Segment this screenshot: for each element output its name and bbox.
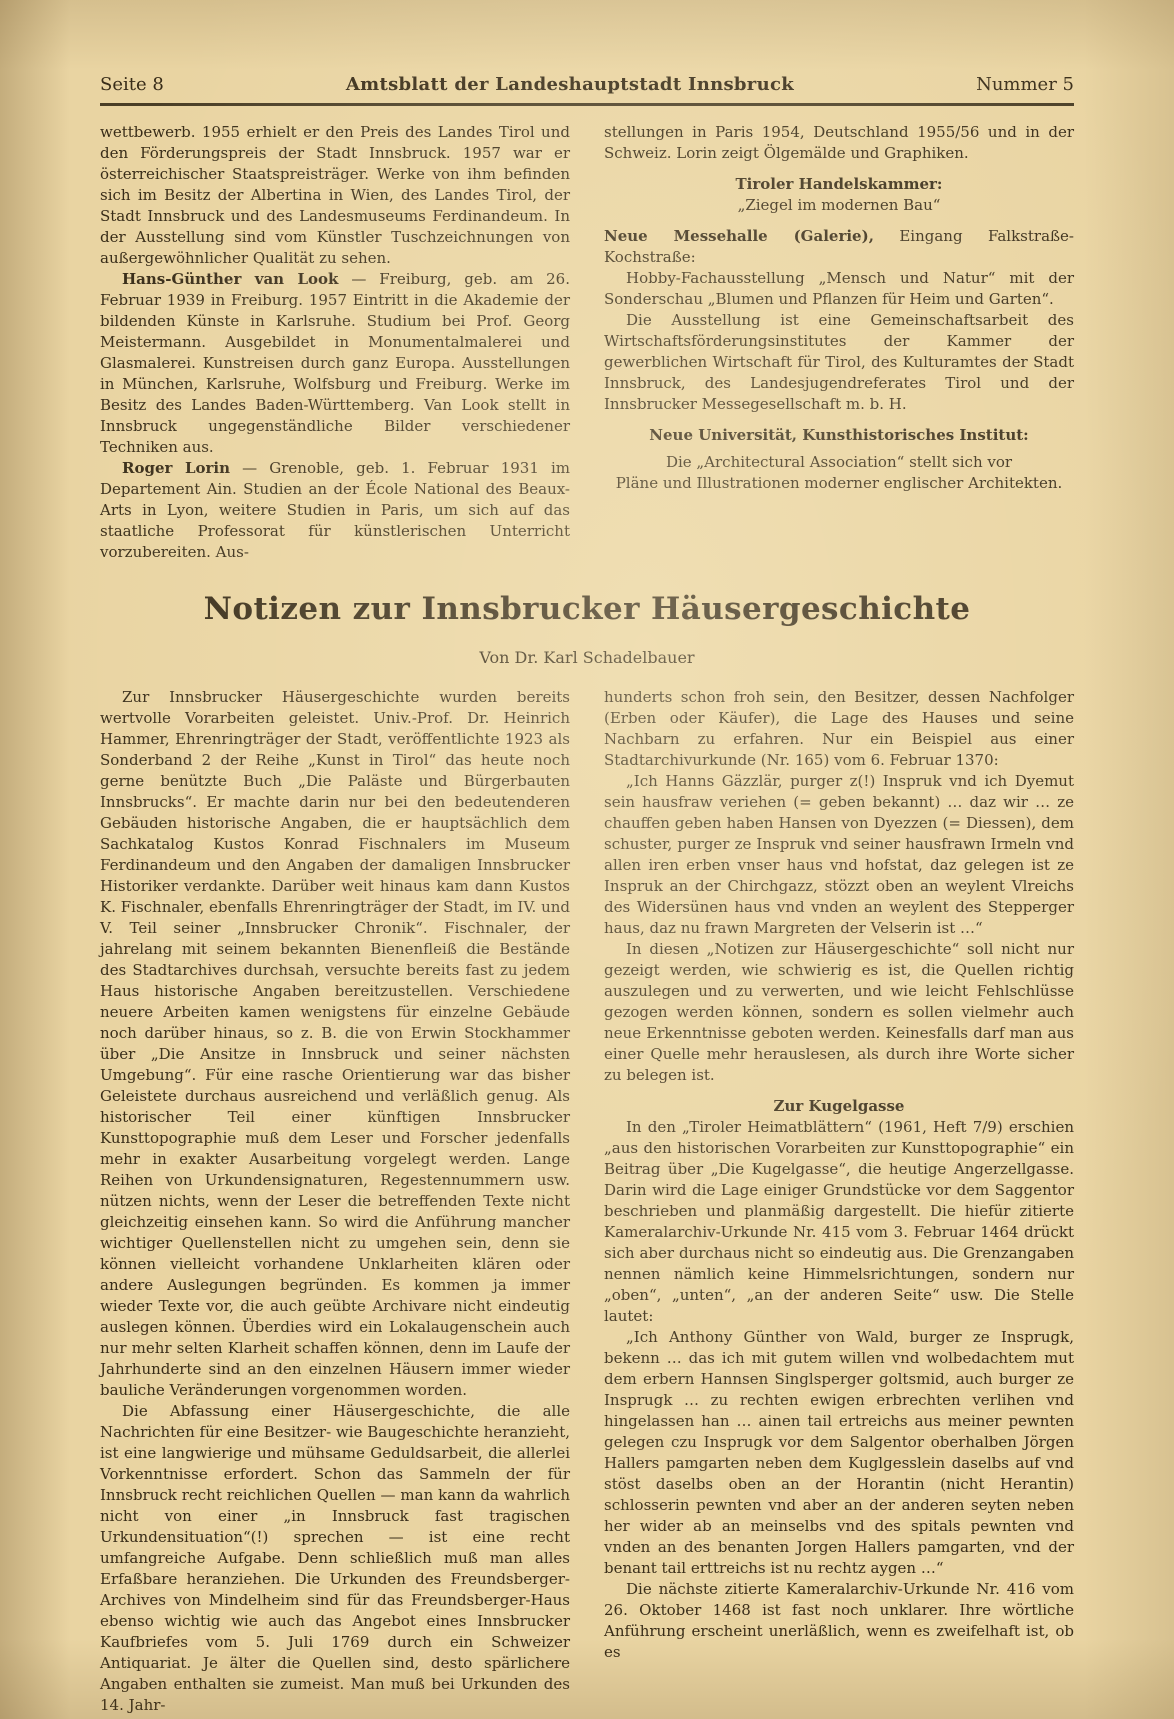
artist-name-van-look: Hans-Günther van Look xyxy=(122,270,339,288)
section-heading-handelskammer: Tiroler Handelskammer: xyxy=(735,175,943,193)
exhibitions-news-section xyxy=(100,122,1074,563)
masthead-title: Amtsblatt der Landeshauptstadt Innsbruck xyxy=(345,74,795,95)
exhibition-title-ziegel: „Ziegel im modernen Bau“ xyxy=(737,196,941,214)
paragraph-plaene: Pläne und Illustrationen moderner englischer Architekten. xyxy=(615,474,1063,492)
article-byline: Von Dr. Karl Schadelbauer xyxy=(479,647,695,667)
venue-name-messehalle: Neue Messehalle (Galerie), xyxy=(604,227,874,245)
paragraph-van-look xyxy=(100,269,570,458)
paragraph-text: — Grenoble, geb. 1. Februar 1931 im Departement Ain. Studien an der École National des Beaux-Arts in Lyon, weitere Studien in Paris, um sich auf das staatliche Professorat für künstlerischen Unterricht vorzubereiten. Aus- xyxy=(100,459,571,561)
paragraph-messehalle xyxy=(604,226,1074,268)
article-body xyxy=(100,687,1074,1716)
paragraph-gemeinschaftsarbeit: Die Ausstellung ist eine Gemeinschaftsarbeit des Wirtschaftsförderungsinstitutes der Kammer der gewerblichen Wirtschaft für Tirol, des Kulturamtes der Stadt Innsbruck, des Landesjugendreferates Tirol und der Innsbrucker Messegesellschaft m. b. H. xyxy=(604,311,1074,413)
article-left-column xyxy=(100,687,570,1716)
paragraph-abfassung: Die Abfassung einer Häusergeschichte, die alle Nachrichten für eine Besitzer- wie Baugeschichte heranzieht, ist eine langwierige und mühsame Geduldsarbeit, die allerlei Vorkenntnisse erfordert. Schon das Sammeln der für Innsbruck recht reichlichen Quellen — man kann da wahrlich nicht von einer „in Innsbruck fast tragischen Urkundensituation“(!) sprechen — ist eine recht umfangreiche Aufgabe. Denn schließlich muß man alles Erfaßbare heranziehen. Die Urkunden des Freundsberger-Archives von Mindelheim sind für das Freundsberger-Haus ebenso wichtig wie auch das Angebot eines Innsbrucker Kaufbriefes vom 5. Juli 1769 durch ein Schweizer Antiquariat. Je älter die Quellen sind, desto spärlichere Angaben enthalten sie zumeist. Man muß bei Urkunden des 14. Jahr- xyxy=(100,1401,570,1714)
artist-name-lorin: Roger Lorin xyxy=(122,459,231,477)
paragraph-vorarbeiten: Zur Innsbrucker Häusergeschichte wurden bereits wertvolle Vorarbeiten geleistet. Univ.-Prof. Dr. Heinrich Hammer, Ehrenringträger der Stadt, veröffentlichte 1923 als Sonderband 2 der Reihe „Kunst in Tirol“ das heute noch gerne benützte Buch „Die Paläste und Bürgerbauten Innsbrucks“. Er machte darin nur bei den bedeutenderen Gebäuden historische Angaben, die er hauptsächlich dem Sachkatalog Kustos Konrad Fischnalers im Museum Ferdinandeum und den Angaben der damaligen Innsbrucker Historiker verdankte. Darüber weit hinaus kam dann Kustos K. Fischnaler, ebenfalls Ehrenringträger der Stadt, im IV. und V. Teil seiner „Innsbrucker Chronik“. Fischnaler, der jahrelang mit seinem bekannten Bienenfleiß die Bestände des Stadtarchives durchsah, versuchte bereits fast zu jedem Haus historische Angaben bereitzustellen. Verschiedene neuere Arbeiten kamen wenigstens für einzelne Gebäude noch darüber hinaus, so z. B. die von Erwin Stockhammer über „Die Ansitze in Innsbruck und seiner nächsten Umgebung“. Für eine rasche Orientierung war das bisher Geleistete durchaus ausreichend und verläßlich genug. Als historischer Teil einer künftigen Innsbrucker Kunsttopographie muß dem Leser und Forscher jedenfalls mehr in exakter Ausarbeitung vorgelegt werden. Lange Reihen von Urkundensignaturen, Regestennummern usw. nützen nichts, wenn der Leser die betreffenden Texte nicht gleichzeitig einsehen kann. So wird die Anführung mancher wichtiger Quellenstellen nicht zu umgehen sein, denn sie können vielleicht vorhandene Unklarheiten klären oder andere Auslegungen begründen. Es kommen ja immer wieder Texte vor, die auch geübte Archivare nicht eindeutig auslegen können. Überdies wird ein Lokalaugenschein auch nur mehr selten Klarheit schaffen können, denn im Laufe der Jahrhunderte sind an den einzelnen Häusern immer wieder bauliche Veränderungen vorgenommen worden. xyxy=(100,687,570,1399)
paragraph-lorin xyxy=(100,458,570,563)
paragraph-text: — Freiburg, geb. am 26. Februar 1939 in Freiburg. 1957 Eintritt in die Akademie der bildenden Künste in Karlsruhe. Studium bei Prof. Georg Meistermann. Ausgebildet in Monumentalmalerei und Glasmalerei. Kunstreisen durch ganz Europa. Ausstellungen in München, Karlsruhe, Wolfsburg und Freiburg. Werke im Besitz des Landes Baden-Württemberg. Van Look stellt in Innsbruck ungegenständliche Bilder verschiedener Techniken aus. xyxy=(100,270,570,456)
paragraph-prize-continuation: wettbewerb. 1955 erhielt er den Preis des Landes Tirol und den Förderungspreis der Stadt Innsbruck. 1957 war er österreichischer Staatspreisträger. Werke von ihm befinden sich im Besitz der Albertina in Wien, des Landes Tirol, der Stadt Innsbruck und des Landesmuseums Ferdinandeum. In der Ausstellung sind vom Künstler Tuschzeichnungen von außergewöhnlicher Qualität zu sehen. xyxy=(100,123,570,267)
issue-number: Nummer 5 xyxy=(976,74,1074,95)
paragraph-urkunde-1468: Die nächste zitierte Kameralarchiv-Urkunde Nr. 416 vom 26. Oktober 1468 ist fast noch unklarer. Ihre wörtliche Anführung erscheint unerläßlich, wenn es zweifelhaft ist, ob es xyxy=(604,1579,1074,1661)
paragraph-hunderts-continuation: hunderts schon froh sein, den Besitzer, dessen Nachfolger (Erben oder Käufer), die Lage des Hauses und seine Nachbarn zu erfahren. Nur ein Beispiel aus einer Stadtarchivurkunde (Nr. 165) vom 6. Februar 1370: xyxy=(604,687,1074,769)
exhibition-title-architectural-association: Die „Architectural Association“ stellt sich vor xyxy=(665,453,1013,471)
quote-urkunde-1370: „Ich Hanns Gäzzlär, purger z(!) Inspruk vnd ich Dyemut sein hausfraw veriehen (= geben bekannt) … daz wir … ze chauffen geben haben Hansen von Dyezzen (= Diessen), dem schuster, purger ze Inspruk vnd seiner hausfrawn Irmeln vnd allen iren erben vnser haus vnd hofstat, daz gelegen ist ze Inspruk an der Chirchgazz, stözzt oben an weylent Vlreichs des Widersünen haus vnd vnden an weylent des Stepperger haus, daz nu frawn Margreten der Velserin ist …“ xyxy=(604,771,1074,937)
quote-urkunde-1464: „Ich Anthony Günther von Wald, burger ze Insprugk, bekenn … das ich mit gutem willen vnd wolbedachtem mut dem erbern Hannsen Singlsperger goltsmid, auch burger ze Insprugk … zu rechten ewigen erbrechten verlihen vnd hingelassen han … ainen tail ertreichs aus meiner pewnten gelegen czu Insprugk vor dem Salgentor oberhalben Jörgen Hallers pamgarten neben dem Kuglgesslein daselbs auf vnd stöst daselbs oben an der Horantin (nicht Herantin) schlosserin pewnten vnd aber an der anderen seyten neben her wider ab an meinselbs vnd des spitals pewnten vnd vnden an des benanten Jorgen Hallers pamgarten, vnd der benant tail erttreichs ist nu rechtz aygen …“ xyxy=(604,1327,1074,1577)
paragraph-heimatblaetter: In den „Tiroler Heimatblättern“ (1961, Heft 7/9) erschien „aus den historischen Vorarbeiten zur Kunsttopographie“ ein Beitrag über „Die Kugelgasse“, die heutige Angerzellgasse. Darin wird die Lage einiger Grundstücke vor dem Saggentor beschrieben und planmäßig dargestellt. Die hiefür zitierte Kameralarchiv-Urkunde Nr. 415 vom 3. Februar 1464 drückt sich aber durchaus nicht so eindeutig aus. Die Grenzangaben nennen nämlich keine Himmelsrichtungen, sondern nur „oben“, „unten“, „an der anderen Seite“ usw. Die Stelle lautet: xyxy=(604,1117,1074,1325)
section-heading-universitaet: Neue Universität, Kunsthistorisches Institut: xyxy=(649,426,1029,444)
article-right-column xyxy=(604,687,1074,1716)
news-right-column xyxy=(604,122,1074,563)
header-rule xyxy=(100,103,1074,106)
paragraph-lorin-continuation: stellungen in Paris 1954, Deutschland 1955/56 und in der Schweiz. Lorin zeigt Ölgemälde und Graphiken. xyxy=(604,123,1074,162)
news-left-column xyxy=(100,122,570,563)
paragraph-text: Eingang Falkstraße-Kochstraße: xyxy=(604,227,1074,266)
article-title: Notizen zur Innsbrucker Häusergeschichte xyxy=(203,591,971,627)
page-header xyxy=(100,74,1074,95)
paragraph-hobby-ausstellung: Hobby-Fachausstellung „Mensch und Natur“ mit der Sonderschau „Blumen und Pflanzen für Heim und Garten“. xyxy=(604,269,1074,308)
paragraph-notizen-ziel: In diesen „Notizen zur Häusergeschichte“ soll nicht nur gezeigt werden, wie schwierig es ist, die Quellen richtig auszulegen und zu verwerten, und wie leicht Fehlschlüsse gezogen werden können, sondern es sollen vielmehr auch neue Erkenntnisse geboten werden. Keinesfalls darf man aus einer Quelle mehr herauslesen, als durch ihre Worte sicher zu belegen ist. xyxy=(604,939,1074,1084)
subheading-kugelgasse: Zur Kugelgasse xyxy=(773,1096,905,1115)
page-number: Seite 8 xyxy=(100,74,164,95)
